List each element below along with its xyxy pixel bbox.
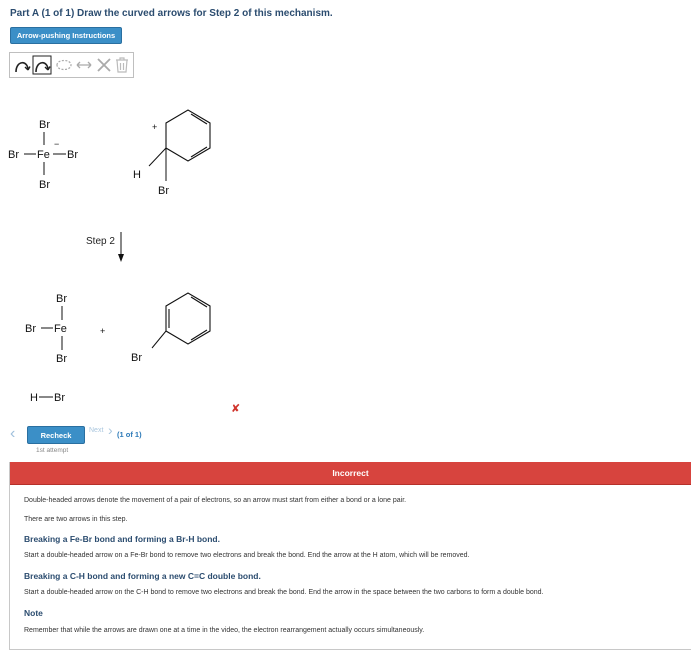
incorrect-x-icon: ✘ (231, 403, 241, 415)
arrow-pushing-instructions-button[interactable]: Arrow-pushing Instructions (10, 27, 122, 44)
feedback-heading-1: Breaking a Fe-Br bond and forming a Br-H bond. (24, 534, 220, 544)
double-curved-arrow-icon[interactable] (32, 55, 52, 75)
ring-charge-label: + (152, 122, 158, 132)
resize-arrow-icon[interactable] (74, 55, 94, 75)
previous-chevron-icon[interactable]: ‹ (10, 425, 16, 442)
mechanism-canvas[interactable] (0, 80, 260, 420)
fe-charge-label: − (54, 139, 60, 149)
page-title: Part A (1 of 1) Draw the curved arrows for Step 2 of this mechanism. (10, 8, 333, 19)
fe-center-label: Fe (37, 149, 50, 161)
product-fe-top-br-label: Br (56, 293, 67, 305)
arenium-ring (166, 110, 210, 161)
ring-h-label: H (133, 169, 141, 181)
ring-br-label: Br (158, 185, 169, 197)
feedback-panel (9, 462, 691, 650)
feedback-line-1: Double-headed arrows denote the movement of a pair of electrons, so an arrow must start from either a bond or a lone pair. (24, 497, 407, 504)
fe-top-br-label: Br (39, 119, 50, 131)
step-label: Step 2 (86, 236, 115, 247)
product-br-label: Br (131, 352, 142, 364)
hbr-h-label: H (30, 392, 38, 404)
feedback-heading-3: Note (24, 608, 43, 618)
lasso-icon[interactable] (54, 55, 74, 75)
trash-icon[interactable] (112, 55, 132, 75)
c-h-bond (149, 148, 166, 166)
next-chevron-icon[interactable]: › (108, 422, 113, 438)
plus-sign: + (100, 326, 106, 336)
product-fe-left-br-label: Br (25, 323, 36, 335)
feedback-line-4: Start a double-headed arrow on the C-H bond to remove two electrons and break the bond. End the arrow in the space between the two carbons to form a double bond. (24, 589, 544, 596)
benzene-ring (166, 293, 210, 344)
attempt-label: 1st attempt (36, 447, 69, 454)
fe-right-br-label: Br (67, 149, 78, 161)
drawing-toolbar (9, 52, 134, 78)
feedback-line-5: Remember that while the arrows are drawn one at a time in the video, the electron rearrangement actually occurs simultaneously. (24, 627, 425, 634)
recheck-button[interactable]: Recheck (27, 426, 85, 444)
feedback-header: Incorrect (10, 462, 691, 485)
fe-left-br-label: Br (8, 149, 19, 161)
hbr-br-label: Br (54, 392, 65, 404)
feedback-line-3: Start a double-headed arrow on a Fe-Br bond to remove two electrons and break the bond. End the arrow at the H atom, which will be removed. (24, 552, 470, 559)
delete-x-icon[interactable] (94, 55, 114, 75)
single-curved-arrow-icon[interactable] (12, 55, 32, 75)
product-fe-center-label: Fe (54, 323, 67, 335)
feedback-line-2: There are two arrows in this step. (24, 516, 128, 523)
feedback-heading-2: Breaking a C-H bond and forming a new C=C double bond. (24, 571, 261, 581)
product-fe-bottom-br-label: Br (56, 353, 67, 365)
fe-bottom-br-label: Br (39, 179, 50, 191)
next-button[interactable]: Next (89, 427, 104, 434)
page-counter: (1 of 1) (117, 430, 142, 439)
